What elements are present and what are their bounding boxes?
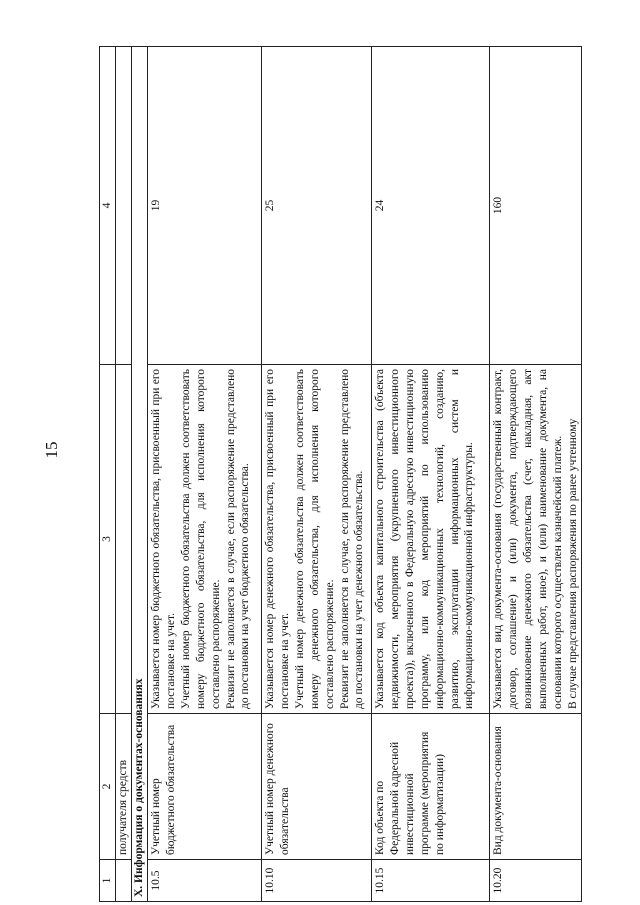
row-name: Учетный номер денежного обязательства xyxy=(261,714,371,860)
section-row xyxy=(131,47,147,902)
row-name: Код объекта по Федеральной адресной инвестиционной программе (мероприятия по информатизации) xyxy=(371,714,489,860)
row-description xyxy=(371,365,489,714)
column-number-row xyxy=(100,47,116,902)
requisites-table xyxy=(99,46,582,902)
row-length: 24 xyxy=(371,47,489,365)
column-number-3: 3 xyxy=(100,365,116,714)
row-description xyxy=(261,365,371,714)
row-code: 10.10 xyxy=(261,860,371,902)
row-name: Учетный номер бюджетного обязательства xyxy=(147,714,261,860)
row-length: 25 xyxy=(261,47,371,365)
description-paragraph: Реквизит не заполняется в случае, если распоряжение представлено до постановки на учет денежного обязательства. xyxy=(338,369,366,709)
table-row xyxy=(489,47,582,902)
table-row xyxy=(261,47,371,902)
table-row xyxy=(147,47,261,902)
continuation-row xyxy=(115,47,131,902)
row-length: 19 xyxy=(147,47,261,365)
description-paragraph: Указывается вид документа-основания (государственный контракт, договор, соглашение) и (или) документа, подтверждающего возникновение денежного обязательства (счет, накладная, акт выполненных работ, иное), и (или) наименование документа, на основании которого осуществлен казначейский платеж. xyxy=(491,369,564,709)
row-description xyxy=(489,365,582,714)
row-name: Вид документа-основания xyxy=(489,714,582,860)
section-title: X. Информация о документах-основаниях xyxy=(131,47,147,902)
continuation-text: получателя средств xyxy=(115,714,131,860)
description-paragraph: Указывается номер денежного обязательства, присвоенный при его постановке на учет. xyxy=(263,369,291,709)
table-row xyxy=(371,47,489,902)
description-paragraph: Указывается номер бюджетного обязательства, присвоенный при его постановке на учет. xyxy=(149,369,177,709)
column-number-4: 4 xyxy=(100,47,116,365)
continuation-cell-3 xyxy=(115,365,131,714)
column-number-1: 1 xyxy=(100,860,116,902)
row-code: 10.15 xyxy=(371,860,489,902)
rotated-table-sheet xyxy=(99,67,629,902)
column-number-2: 2 xyxy=(100,714,116,860)
row-description xyxy=(147,365,261,714)
row-length: 160 xyxy=(489,47,582,365)
description-paragraph: Указывается код объекта капитального строительства (объекта недвижимости, мероприятия (укрупненного инвестиционного проекта)), включенного в Федеральную адресную инвестиционную программу, или код мероприятий по использованию информационно-коммуникационных технологий, созданию, развитию, эксплуатации информационных систем и информационно-коммуникационной инфраструктуры. xyxy=(373,369,476,709)
continuation-cell-1 xyxy=(115,860,131,902)
description-paragraph: Учетный номер бюджетного обязательства должен соответствовать номеру бюджетного обязательства, для исполнения которого составлено распоряжение. xyxy=(179,369,222,709)
row-code: 10.5 xyxy=(147,860,261,902)
description-paragraph: Реквизит не заполняется в случае, если распоряжение представлено до постановки на учет бюджетного обязательства. xyxy=(224,369,252,709)
continuation-cell-4 xyxy=(115,47,131,365)
description-paragraph: Учетный номер денежного обязательства должен соответствовать номеру денежного обязательства, для исполнения которого составлено распоряжение. xyxy=(293,369,336,709)
row-code: 10.20 xyxy=(489,860,582,902)
page-number: 15 xyxy=(42,441,61,459)
description-paragraph: В случае представления распоряжения по ранее учтенному xyxy=(566,418,579,709)
